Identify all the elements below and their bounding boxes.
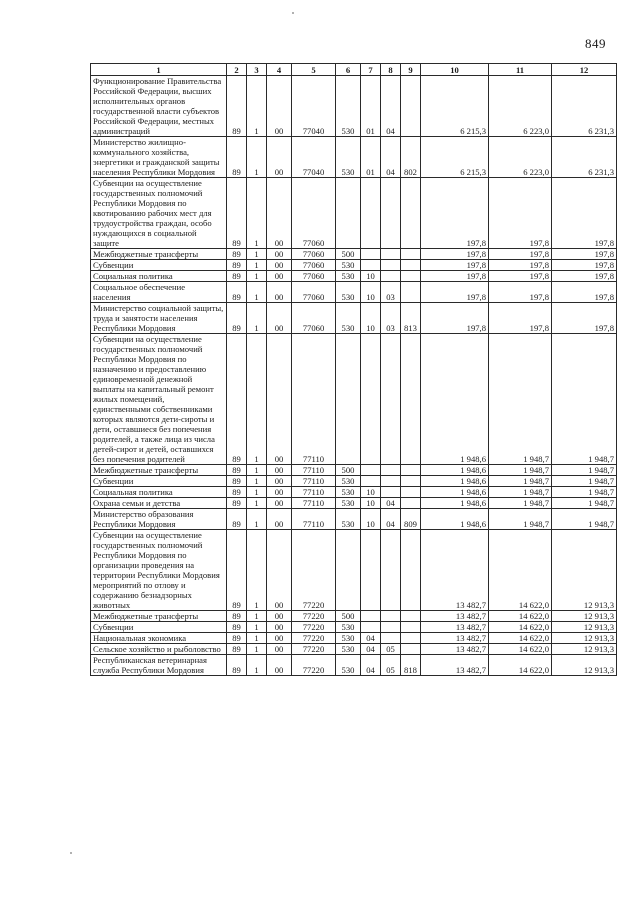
table-cell: 00 xyxy=(267,303,292,334)
table-cell: 1 xyxy=(247,487,267,498)
table-cell: 12 913,3 xyxy=(552,644,617,655)
column-header: 1 xyxy=(91,64,227,76)
row-name-cell: Межбюджетные трансферты xyxy=(91,465,227,476)
table-cell: 05 xyxy=(381,655,401,676)
table-cell: 14 622,0 xyxy=(489,644,552,655)
table-cell xyxy=(381,249,401,260)
table-cell: 530 xyxy=(336,137,361,178)
table-cell: 89 xyxy=(227,303,247,334)
table-cell: 89 xyxy=(227,178,247,249)
table-cell: 89 xyxy=(227,622,247,633)
table-cell: 1 948,6 xyxy=(421,476,489,487)
row-name-cell: Республиканская ветеринарная служба Республики Мордовия xyxy=(91,655,227,676)
table-cell: 00 xyxy=(267,260,292,271)
table-cell: 89 xyxy=(227,498,247,509)
column-header: 8 xyxy=(381,64,401,76)
table-cell: 197,8 xyxy=(489,178,552,249)
scan-speck xyxy=(292,12,294,14)
table-cell: 1 xyxy=(247,137,267,178)
row-name-cell: Охрана семьи и детства xyxy=(91,498,227,509)
table-cell: 1 xyxy=(247,611,267,622)
table-cell: 00 xyxy=(267,249,292,260)
table-cell: 6 215,3 xyxy=(421,137,489,178)
table-row xyxy=(91,178,617,249)
table-cell: 6 231,3 xyxy=(552,137,617,178)
table-cell: 1 xyxy=(247,644,267,655)
table-cell: 1 948,7 xyxy=(489,509,552,530)
table-cell: 00 xyxy=(267,622,292,633)
table-cell: 00 xyxy=(267,137,292,178)
table-cell xyxy=(401,271,421,282)
table-cell: 77220 xyxy=(292,530,336,611)
table-cell: 530 xyxy=(336,303,361,334)
table-cell: 1 948,7 xyxy=(552,465,617,476)
table-cell: 00 xyxy=(267,633,292,644)
table-cell: 1 xyxy=(247,178,267,249)
table-cell: 00 xyxy=(267,465,292,476)
table-cell: 530 xyxy=(336,487,361,498)
table-cell xyxy=(401,498,421,509)
table-cell: 1 xyxy=(247,465,267,476)
table-cell xyxy=(401,644,421,655)
table-row xyxy=(91,465,617,476)
table-cell: 89 xyxy=(227,334,247,465)
table-cell xyxy=(401,282,421,303)
table-cell: 03 xyxy=(381,303,401,334)
table-row xyxy=(91,487,617,498)
page-number: 849 xyxy=(585,36,606,51)
table-cell: 12 913,3 xyxy=(552,622,617,633)
table-cell: 12 913,3 xyxy=(552,655,617,676)
table-cell xyxy=(361,622,381,633)
table-cell: 197,8 xyxy=(489,249,552,260)
table-cell: 77110 xyxy=(292,487,336,498)
table-cell: 04 xyxy=(361,644,381,655)
table-cell xyxy=(381,178,401,249)
column-header: 6 xyxy=(336,64,361,76)
table-cell: 10 xyxy=(361,498,381,509)
table-cell: 77110 xyxy=(292,334,336,465)
row-name-cell: Межбюджетные трансферты xyxy=(91,249,227,260)
table-cell: 500 xyxy=(336,611,361,622)
table-cell: 6 231,3 xyxy=(552,76,617,137)
table-cell: 89 xyxy=(227,611,247,622)
table-cell: 13 482,7 xyxy=(421,622,489,633)
table-cell: 1 xyxy=(247,282,267,303)
table-cell: 1 948,7 xyxy=(552,498,617,509)
table-cell: 530 xyxy=(336,509,361,530)
table-cell xyxy=(401,611,421,622)
table-cell: 00 xyxy=(267,282,292,303)
table-cell: 1 948,7 xyxy=(552,334,617,465)
table-body xyxy=(91,76,617,676)
table-cell: 1 xyxy=(247,498,267,509)
table-cell: 00 xyxy=(267,271,292,282)
table-cell: 1 xyxy=(247,633,267,644)
table-cell: 197,8 xyxy=(421,282,489,303)
table-cell: 12 913,3 xyxy=(552,633,617,644)
row-name-cell: Сельское хозяйство и рыболовство xyxy=(91,644,227,655)
table-cell: 13 482,7 xyxy=(421,633,489,644)
table-cell xyxy=(361,465,381,476)
table-cell: 6 215,3 xyxy=(421,76,489,137)
table-cell xyxy=(401,465,421,476)
column-header: 5 xyxy=(292,64,336,76)
table-cell: 89 xyxy=(227,282,247,303)
table-cell: 77060 xyxy=(292,178,336,249)
table-cell xyxy=(361,334,381,465)
table-cell: 77060 xyxy=(292,271,336,282)
table-cell xyxy=(361,476,381,487)
table-cell xyxy=(381,633,401,644)
table-cell: 00 xyxy=(267,487,292,498)
table-cell: 1 xyxy=(247,249,267,260)
table-cell: 13 482,7 xyxy=(421,530,489,611)
table-cell xyxy=(336,334,361,465)
table-cell xyxy=(401,334,421,465)
table-cell: 1 948,7 xyxy=(489,465,552,476)
table-cell xyxy=(336,178,361,249)
table-cell: 530 xyxy=(336,655,361,676)
table-cell: 04 xyxy=(381,76,401,137)
table-cell: 89 xyxy=(227,487,247,498)
table-cell: 530 xyxy=(336,498,361,509)
table-cell: 1 948,6 xyxy=(421,509,489,530)
table-cell: 1 xyxy=(247,530,267,611)
table-cell: 197,8 xyxy=(552,249,617,260)
row-name-cell: Социальная политика xyxy=(91,271,227,282)
table-cell: 10 xyxy=(361,487,381,498)
table-cell: 14 622,0 xyxy=(489,633,552,644)
row-name-cell: Министерство социальной защиты, труда и занятости населения Республики Мордовия xyxy=(91,303,227,334)
table-cell: 1 xyxy=(247,271,267,282)
column-header: 9 xyxy=(401,64,421,76)
table-cell: 77110 xyxy=(292,476,336,487)
table-cell: 00 xyxy=(267,509,292,530)
row-name-cell: Функционирование Правительства Российской Федерации, высших исполнительных органов государственной власти субъектов Российской Федерации, местных администраций xyxy=(91,76,227,137)
table-cell xyxy=(361,611,381,622)
scan-speck xyxy=(70,852,72,854)
table-cell: 530 xyxy=(336,76,361,137)
table-row xyxy=(91,334,617,465)
table-cell xyxy=(361,178,381,249)
table-cell: 530 xyxy=(336,282,361,303)
column-header: 7 xyxy=(361,64,381,76)
table-cell xyxy=(401,487,421,498)
table-cell: 1 948,7 xyxy=(489,334,552,465)
table-cell: 1 948,7 xyxy=(552,476,617,487)
column-header: 10 xyxy=(421,64,489,76)
budget-table xyxy=(90,63,617,676)
column-header: 11 xyxy=(489,64,552,76)
table-cell xyxy=(381,271,401,282)
table-cell xyxy=(401,622,421,633)
table-cell: 77220 xyxy=(292,611,336,622)
table-cell: 500 xyxy=(336,465,361,476)
table-cell xyxy=(381,487,401,498)
table-cell: 00 xyxy=(267,655,292,676)
table-cell: 89 xyxy=(227,530,247,611)
table-cell: 1 948,7 xyxy=(489,476,552,487)
table-row xyxy=(91,644,617,655)
table-cell xyxy=(401,178,421,249)
table-cell: 04 xyxy=(381,498,401,509)
table-cell: 00 xyxy=(267,334,292,465)
table-cell: 197,8 xyxy=(421,260,489,271)
column-header: 4 xyxy=(267,64,292,76)
table-cell: 77040 xyxy=(292,137,336,178)
table-cell: 530 xyxy=(336,622,361,633)
table-cell: 14 622,0 xyxy=(489,530,552,611)
table-cell: 1 948,6 xyxy=(421,498,489,509)
table-cell: 89 xyxy=(227,633,247,644)
table-cell: 04 xyxy=(381,509,401,530)
table-cell: 77110 xyxy=(292,498,336,509)
table-row xyxy=(91,137,617,178)
table-cell: 14 622,0 xyxy=(489,611,552,622)
table-cell: 77110 xyxy=(292,465,336,476)
table-cell: 12 913,3 xyxy=(552,611,617,622)
table-cell: 1 xyxy=(247,476,267,487)
table-cell: 818 xyxy=(401,655,421,676)
table-row xyxy=(91,303,617,334)
table-cell xyxy=(381,530,401,611)
table-cell xyxy=(401,476,421,487)
table-cell: 10 xyxy=(361,303,381,334)
table-cell: 01 xyxy=(361,137,381,178)
table-cell xyxy=(381,334,401,465)
table-row xyxy=(91,271,617,282)
table-cell: 197,8 xyxy=(552,271,617,282)
table-cell: 89 xyxy=(227,644,247,655)
table-cell: 10 xyxy=(361,271,381,282)
table-cell xyxy=(361,260,381,271)
table-cell: 1 948,6 xyxy=(421,487,489,498)
table-cell: 89 xyxy=(227,249,247,260)
table-cell: 14 622,0 xyxy=(489,622,552,633)
table-row xyxy=(91,509,617,530)
table-row xyxy=(91,476,617,487)
table-cell: 197,8 xyxy=(489,260,552,271)
table-cell: 12 913,3 xyxy=(552,530,617,611)
table-cell: 89 xyxy=(227,655,247,676)
row-name-cell: Министерство жилищно-коммунального хозяйства, энергетики и гражданской защиты населения Республики Мордовия xyxy=(91,137,227,178)
table-cell: 77060 xyxy=(292,303,336,334)
table-cell: 197,8 xyxy=(489,271,552,282)
table-cell: 1 xyxy=(247,303,267,334)
table-cell: 03 xyxy=(381,282,401,303)
table-cell: 00 xyxy=(267,530,292,611)
table-cell: 1 xyxy=(247,622,267,633)
table-cell: 10 xyxy=(361,282,381,303)
table-cell: 77060 xyxy=(292,260,336,271)
row-name-cell: Субвенции xyxy=(91,622,227,633)
table-cell: 89 xyxy=(227,260,247,271)
table-cell xyxy=(336,530,361,611)
table-cell: 530 xyxy=(336,633,361,644)
table-cell: 802 xyxy=(401,137,421,178)
table-cell: 89 xyxy=(227,465,247,476)
table-cell: 197,8 xyxy=(489,282,552,303)
table-row xyxy=(91,611,617,622)
table-cell: 1 xyxy=(247,509,267,530)
table-cell: 1 948,6 xyxy=(421,465,489,476)
table-cell: 77220 xyxy=(292,644,336,655)
table-cell: 77220 xyxy=(292,622,336,633)
table-row xyxy=(91,260,617,271)
table-cell: 197,8 xyxy=(552,178,617,249)
table-cell: 13 482,7 xyxy=(421,644,489,655)
table-cell: 77220 xyxy=(292,633,336,644)
table-cell: 00 xyxy=(267,476,292,487)
table-cell: 04 xyxy=(381,137,401,178)
table-cell: 1 xyxy=(247,260,267,271)
table-cell: 197,8 xyxy=(552,260,617,271)
table-cell: 1 948,6 xyxy=(421,334,489,465)
table-cell: 197,8 xyxy=(421,271,489,282)
table-cell xyxy=(401,76,421,137)
table-cell: 1 xyxy=(247,655,267,676)
table-cell: 89 xyxy=(227,476,247,487)
row-name-cell: Субвенции на осуществление государственных полномочий Республики Мордовия по назначению и предоставлению единовременной денежной выплаты на капитальный ремонт жилых помещений, единственными собственниками которых являются дети-сироты и дети, оставшиеся без попечения родителей, а также лица из числа детей-сирот и детей, оставшихся без попечения родителей xyxy=(91,334,227,465)
table-header-row xyxy=(91,64,617,76)
column-header: 12 xyxy=(552,64,617,76)
table-cell: 197,8 xyxy=(489,303,552,334)
table-cell: 6 223,0 xyxy=(489,76,552,137)
table-cell: 10 xyxy=(361,509,381,530)
table-cell xyxy=(401,260,421,271)
table-row xyxy=(91,622,617,633)
table-cell: 00 xyxy=(267,498,292,509)
table-cell: 530 xyxy=(336,644,361,655)
table-cell xyxy=(401,530,421,611)
table-row xyxy=(91,249,617,260)
table-cell: 89 xyxy=(227,137,247,178)
row-name-cell: Министерство образования Республики Мордовия xyxy=(91,509,227,530)
row-name-cell: Социальное обеспечение населения xyxy=(91,282,227,303)
table-cell: 14 622,0 xyxy=(489,655,552,676)
table-row xyxy=(91,655,617,676)
table-row xyxy=(91,530,617,611)
table-cell: 197,8 xyxy=(552,282,617,303)
table-cell: 1 xyxy=(247,334,267,465)
table-cell: 13 482,7 xyxy=(421,611,489,622)
table-cell: 530 xyxy=(336,260,361,271)
table-row xyxy=(91,633,617,644)
table-cell xyxy=(361,530,381,611)
table-cell: 77060 xyxy=(292,282,336,303)
table-cell: 1 xyxy=(247,76,267,137)
table-cell: 6 223,0 xyxy=(489,137,552,178)
table-row xyxy=(91,282,617,303)
row-name-cell: Межбюджетные трансферты xyxy=(91,611,227,622)
table-cell xyxy=(381,260,401,271)
table-cell: 530 xyxy=(336,476,361,487)
table-cell xyxy=(381,622,401,633)
table-cell: 530 xyxy=(336,271,361,282)
column-header: 3 xyxy=(247,64,267,76)
table-cell: 197,8 xyxy=(421,303,489,334)
table-cell xyxy=(401,633,421,644)
table-cell: 809 xyxy=(401,509,421,530)
table-cell: 01 xyxy=(361,76,381,137)
table-cell: 00 xyxy=(267,644,292,655)
table-cell: 89 xyxy=(227,76,247,137)
table-cell: 197,8 xyxy=(421,249,489,260)
table-cell: 89 xyxy=(227,271,247,282)
table-cell xyxy=(381,476,401,487)
table-row xyxy=(91,498,617,509)
table-cell: 1 948,7 xyxy=(489,498,552,509)
table-cell xyxy=(381,465,401,476)
table-cell xyxy=(361,249,381,260)
table-cell: 89 xyxy=(227,509,247,530)
row-name-cell: Субвенции на осуществление государственных полномочий Республики Мордовия по организации проведения на территории Республики Мордовия мероприятий по отлову и содержанию безнадзорных животных xyxy=(91,530,227,611)
table-cell: 00 xyxy=(267,76,292,137)
table-cell: 77060 xyxy=(292,249,336,260)
table-cell: 197,8 xyxy=(552,303,617,334)
table-cell: 00 xyxy=(267,178,292,249)
column-header: 2 xyxy=(227,64,247,76)
table-cell: 500 xyxy=(336,249,361,260)
table-cell: 04 xyxy=(361,633,381,644)
table-cell: 05 xyxy=(381,644,401,655)
table-cell xyxy=(381,611,401,622)
row-name-cell: Национальная экономика xyxy=(91,633,227,644)
table-cell: 813 xyxy=(401,303,421,334)
table-cell: 77110 xyxy=(292,509,336,530)
table-cell: 77040 xyxy=(292,76,336,137)
table-cell: 00 xyxy=(267,611,292,622)
table-cell: 13 482,7 xyxy=(421,655,489,676)
table-cell: 1 948,7 xyxy=(489,487,552,498)
table-cell: 1 948,7 xyxy=(552,487,617,498)
table-cell: 04 xyxy=(361,655,381,676)
table-cell: 1 948,7 xyxy=(552,509,617,530)
row-name-cell: Субвенции на осуществление государственных полномочий Республики Мордовия по квотированию рабочих мест для трудоустройства граждан, особо нуждающихся в социальной защите xyxy=(91,178,227,249)
table-cell xyxy=(401,249,421,260)
table-row xyxy=(91,76,617,137)
row-name-cell: Социальная политика xyxy=(91,487,227,498)
table-cell: 77220 xyxy=(292,655,336,676)
row-name-cell: Субвенции xyxy=(91,476,227,487)
table-cell: 197,8 xyxy=(421,178,489,249)
row-name-cell: Субвенции xyxy=(91,260,227,271)
